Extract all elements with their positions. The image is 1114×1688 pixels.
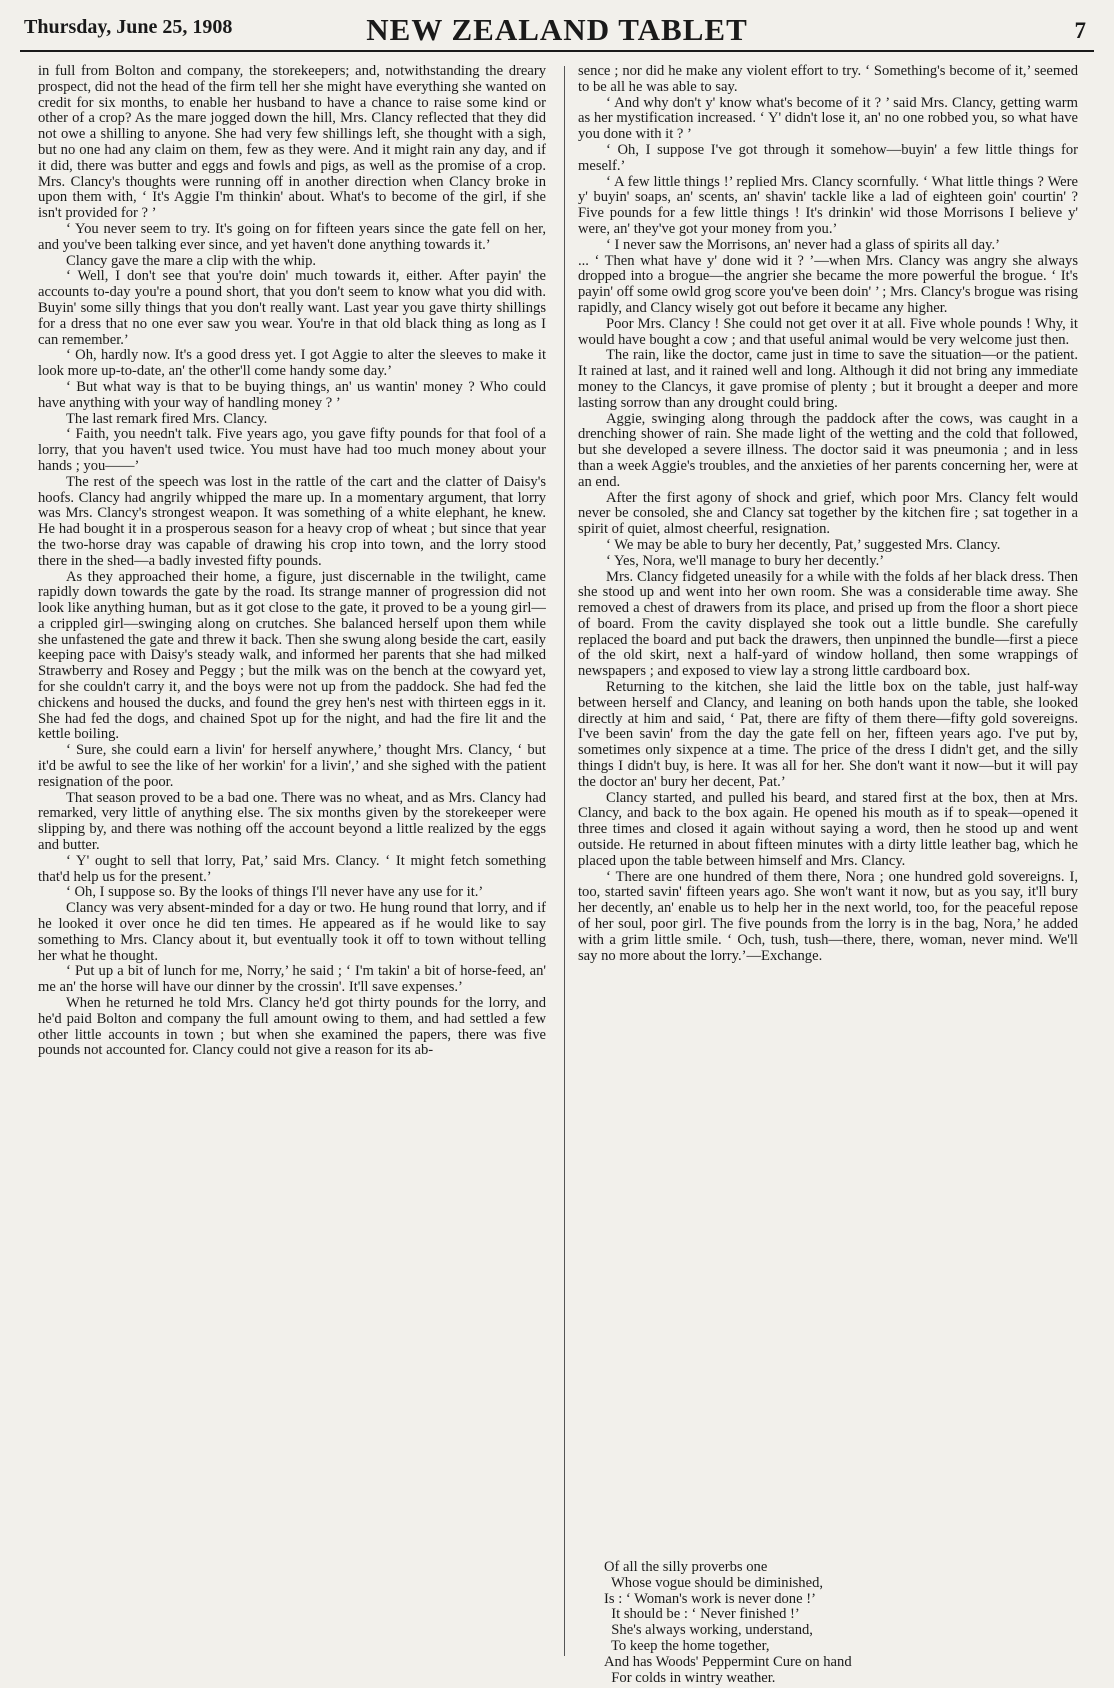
paragraph: ‘ Put up a bit of lunch for me, Norry,’ he said ; ‘ I'm takin' a bit of horse-feed, an' me an' the horse will have our dinner by the crossin'. It'll save expenses.’ xyxy=(38,963,546,996)
issue-date: Thursday, June 25, 1908 xyxy=(24,16,233,38)
paragraph: Returning to the kitchen, she laid the little box on the table, just half-way between herself and Clancy, and leaning on both hands upon the table, she looked directly at him and said, ‘ Pat, there are fifty of them there—fifty gold sovereigns. I've been savin' from the day the gate fell on her, fifteen years ago. I've put by, sometimes only sixpence at a time. The price of the dress I didn't get, and the silly things I didn't buy, is here. It was all for her. She don't want it now—but it will pay the doctor an' bury her decent, Pat.’ xyxy=(578,679,1078,790)
paragraph: The rest of the speech was lost in the rattle of the cart and the clatter of Daisy's hoofs. Clancy had angrily whipped the mare up. In a momentary argument, that lorry was Mrs. Clancy's strongest weapon. It was something of a white elephant, he knew. He had bought it in a prosperous season for a heavy crop of wheat ; but since that year the two-horse dray was capable of drawing his crop into town, and the lorry stood there in the shed—a badly invested fifty pounds. xyxy=(38,473,546,569)
paragraph: Clancy was very absent-minded for a day or two. He hung round that lorry, and if he looked it over once he did ten times. He appeared as if he would like to say something to Mrs. Clancy about it, but eventually took it off to town without telling her what he thought. xyxy=(38,900,546,964)
column-divider xyxy=(564,66,565,1656)
poem-line: It should be : ‘ Never finished !’ xyxy=(604,1606,800,1623)
paragraph: ‘ You never seem to try. It's going on for fifteen years since the gate fell on her, and you've been talking ever since, and yet haven't done anything towards it.’ xyxy=(38,220,546,253)
paragraph: Mrs. Clancy fidgeted uneasily for a while with the folds af her black dress. Then she stood up and went into her own room. She was a considerable time away. She removed a chest of drawers from its place, and prised up from the floor a short piece of board. From the cavity displayed she took out a little bundle. She carefully replaced the board and put back the drawers, then unpinned the bundle—first a piece of the old skirt, next a half-yard of window holland, then some wrappings of newspapers ; and exposed to view lay a strong little cardboard box. xyxy=(578,568,1078,680)
paragraph: ‘ A few little things !’ replied Mrs. Clancy scornfully. ‘ What little things ? Were y' buyin' soaps, an' scents, an' shavin' tackle like a lad of eighteen goin' courtin' ? Five pounds for a few little things ! It's drinkin' wid those Morrisons I believe y' were, an' they've got your money from you.’ xyxy=(578,173,1078,237)
newspaper-title: NEW ZEALAND TABLET xyxy=(366,12,748,47)
paragraph: sence ; nor did he make any violent effort to try. ‘ Something's become of it,’ seemed to be all he was able to say. xyxy=(578,64,1078,95)
paragraph: That season proved to be a bad one. There was no wheat, and as Mrs. Clancy had remarked, very little of anything else. The six months given by the storekeeper were slipping by, and there was nothing off the account beyond a little realized by the eggs and butter. xyxy=(38,789,546,854)
paragraph: ‘ Well, I don't see that you're doin' much towards it, either. After payin' the accounts to-day you're a pound short, that you don't seem to know what you did with. Buyin' some silly things that you don't really want. Last year you gave thirty shillings for a dress that no one ever saw you wear. You're in that old black thing as long as I can remember.’ xyxy=(38,268,546,348)
paragraph: Poor Mrs. Clancy ! She could not get over it at all. Five whole pounds ! Why, it would have bought a cow ; and that useful animal would be very welcome just then. xyxy=(578,315,1078,348)
paragraph: ‘ We may be able to bury her decently, Pat,’ suggested Mrs. Clancy. xyxy=(606,536,1001,553)
paragraph: As they approached their home, a figure, just discernable in the twilight, came rapidly down towards the gate by the road. Its strange manner of progression did not look like anything human, but as it got close to the gate, it proved to be a young girl—a crippled girl—swinging along on crutches. She balanced herself upon them while she unfastened the gate and threw it back. Then she swung along beside the cart, easily keeping pace with Daisy's steady walk, and informed her parents that she had milked Strawberry and Rosey and Peggy ; but the milk was on the bench at the cowyard yet, for she couldn't carry it, and the boys were not up from the paddock. She had fed the chickens and housed the ducks, and found the grey hen's nest with thirteen eggs in it. She had fed the dogs, and chained Spot up for the night, and had the fire lit and the kettle boiling. xyxy=(38,568,546,743)
poem-line: To keep the home together, xyxy=(604,1637,770,1654)
paragraph: Clancy gave the mare a clip with the whip. xyxy=(66,252,317,269)
paragraph: ‘ Oh, hardly now. It's a good dress yet. I got Aggie to alter the sleeves to make it look more up-to-date, an' the other'll come handy some day.’ xyxy=(38,347,546,380)
paragraph: ‘ Y' ought to sell that lorry, Pat,’ said Mrs. Clancy. ‘ It might fetch something that'd help us for the present.’ xyxy=(38,852,546,885)
poem-line: For colds in wintry weather. xyxy=(604,1669,776,1686)
paragraph: When he returned he told Mrs. Clancy he'd got thirty pounds for the lorry, and he'd paid Bolton and company the full amount owing to them, and had settled a few other little accounts in town ; but when she examined the papers, there was five pounds not accounted for. Clancy could not give a reason for its ab- xyxy=(38,995,546,1059)
paragraph: ‘ I never saw the Morrisons, an' never had a glass of spirits all day.’ xyxy=(606,236,1000,253)
paragraph: ‘ Oh, I suppose I've got through it somehow—buyin' a few little things for meself.’ xyxy=(578,141,1078,174)
paragraph: ‘ Sure, she could earn a livin' for herself anywhere,’ thought Mrs. Clancy, ‘ but it'd be awful to see the like of her workin' for a livin',’ and she sighed with the patient resignation of the poor. xyxy=(38,742,546,790)
poem-line: And has Woods' Peppermint Cure on hand xyxy=(604,1653,852,1670)
paragraph: ‘ Faith, you needn't talk. Five years ago, you gave fifty pounds for that fool of a lorry, that you haven't used twice. You must have had too much money about your hands ; you——’ xyxy=(38,426,546,474)
poem-line: Whose vogue should be diminished, xyxy=(604,1574,824,1591)
paragraph: ... ‘ Then what have y' done wid it ? ’—when Mrs. Clancy was angry she always dropped into a brogue—the angrier she became the more powerful the brogue. ‘ It's payin' off some owld grog score you've been doin' ’ ; Mrs. Clancy's brogue was rising rapidly, and Clancy wisely got out before it became any higher. xyxy=(578,252,1078,316)
masthead-rule xyxy=(20,50,1094,52)
right-column xyxy=(578,64,1078,1446)
left-column xyxy=(38,64,546,1660)
paragraph: ‘ Yes, Nora, we'll manage to bury her decently.’ xyxy=(606,552,885,569)
poem-line: Is : ‘ Woman's work is never done !’ xyxy=(604,1590,816,1607)
paragraph: Clancy started, and pulled his beard, and stared first at the box, then at Mrs. Clancy, and back to the box again. He opened his mouth as if to speak—opened it three times and closed it again without saying a word, then he stood up and went outside. He returned in about fifteen minutes with a dirty little leather bag, which he placed upon the table between himself and Mrs. Clancy. xyxy=(578,789,1078,869)
poem-line: Of all the silly proverbs one xyxy=(604,1559,768,1575)
paragraph: After the first agony of shock and grief, which poor Mrs. Clancy felt would never be consoled, she and Clancy sat together by the kitchen fire ; sat together in a spirit of quiet, almost cheerful, resignation. xyxy=(578,489,1078,538)
paragraph: ‘ And why don't y' know what's become of it ? ’ said Mrs. Clancy, getting warm as her mystification increased. ‘ Y' didn't lose it, an' no one robbed you, so what have you done with it ? ’ xyxy=(578,94,1078,143)
paragraph: in full from Bolton and company, the storekeepers; and, notwithstanding the dreary prospect, did not the head of the firm tell her she might have everything she wanted on credit for six months, to enable her husband to have a chance to raise some kind or other of a crop? As the mare jogged down the hill, Mrs. Clancy reflected that they did not owe a shilling to anyone. She had very few shillings left, she thought with a sigh, but no one had any claim on them, few as they were. And it might rain any day, and if it did, there was butter and eggs and fowls and pigs, as well as the promise of a crop. Mrs. Clancy's thoughts were running off in another direction when Clancy broke in upon them with, ‘ It's Aggie I'm thinkin' about. What's to become of the girl, if she isn't provided for ? ’ xyxy=(38,64,546,222)
paragraph: Aggie, swinging along through the paddock after the cows, was caught in a drenching shower of rain. She made light of the wetting and the cold that followed, but she developed a severe illness. The doctor said it was pneumonia ; and in less than a week Aggie's troubles, and the anxieties of her parents concerning her, were at an end. xyxy=(578,410,1078,490)
masthead xyxy=(20,10,1094,50)
poem-line: She's always working, understand, xyxy=(604,1622,813,1639)
advertisement-poem xyxy=(604,1560,1044,1686)
page-number: 7 xyxy=(1074,18,1086,43)
paragraph: ‘ Oh, I suppose so. By the looks of things I'll never have any use for it.’ xyxy=(66,884,484,901)
paragraph: The last remark fired Mrs. Clancy. xyxy=(66,410,268,427)
paragraph: ‘ But what way is that to be buying things, an' us wantin' money ? Who could have anything with your way of handling money ? ’ xyxy=(38,378,546,411)
paragraph: The rain, like the doctor, came just in time to save the situation—or the patient. It rained at last, and it rained well and long. Although it did not bring any immediate money to the Clancys, it gave promise of plenty ; but it brought a deeper and more lasting sorrow than any drought could bring. xyxy=(578,347,1078,411)
paragraph: ‘ There are one hundred of them there, Nora ; one hundred gold sovereigns. I, too, started savin' fifteen years ago. She won't want it now, but as you say, it'll bury her decently, an' enable us to help her in the next world, too, for the peaceful repose of her soul, poor girl. The five pounds from the lorry is in the bag, Nora,’ he added with a grim little smile. ‘ Och, tush, tush—there, there, woman, never mind. We'll say no more about the lorry.’—Exchange. xyxy=(578,868,1078,964)
